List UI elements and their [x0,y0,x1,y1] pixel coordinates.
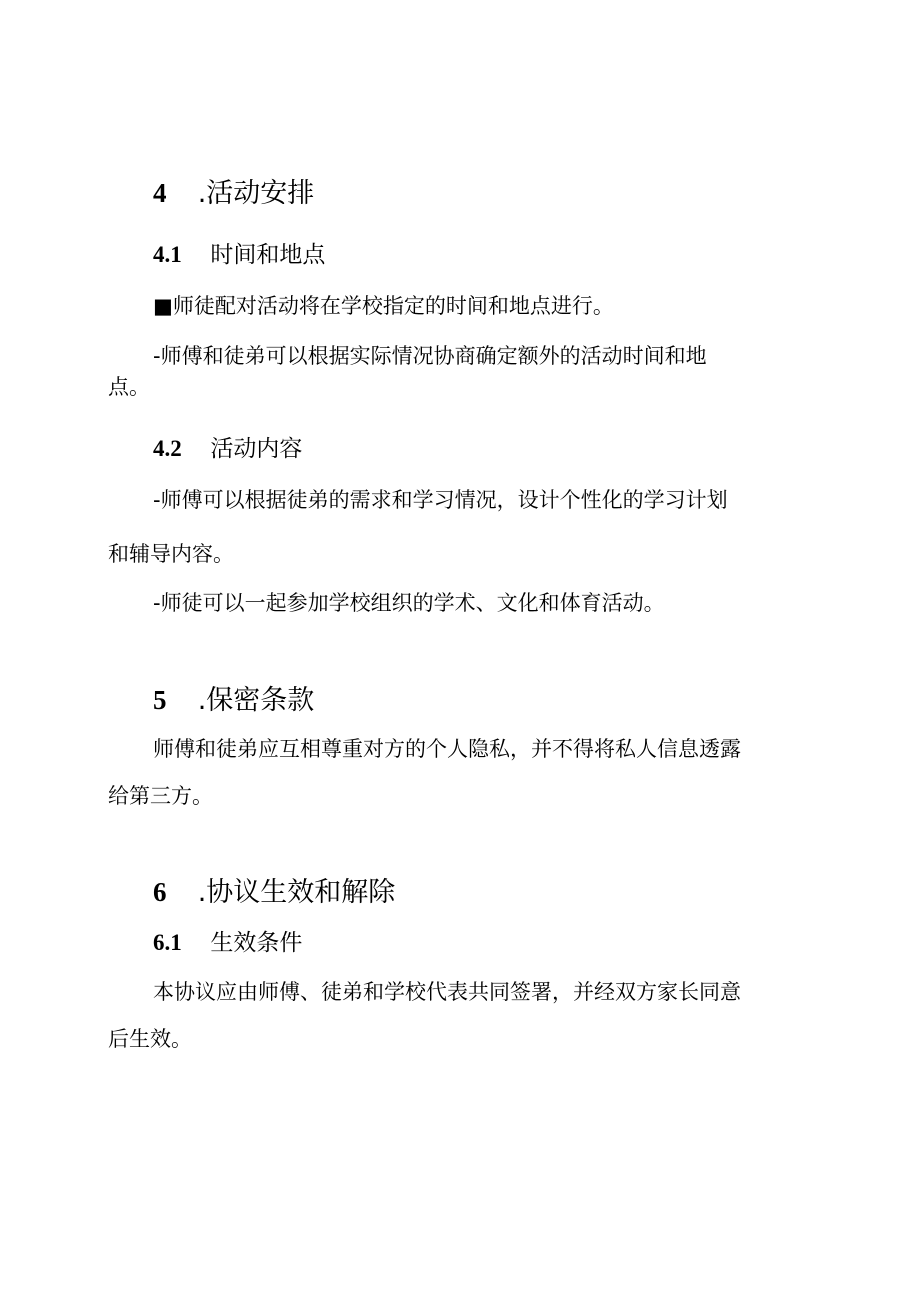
section-4-1-number: 4.1 [153,242,182,267]
section-5-heading [153,687,314,714]
section-6-heading [153,879,395,906]
section-4-2-number: 4.2 [153,436,182,461]
section-4-2-paragraph-1-line-1: -师傅可以根据徒弟的需求和学习情况，设计个性化的学习计划 [153,488,728,512]
section-5-number: 5 [153,685,167,715]
section-5-paragraph-line-1: 师傅和徒弟应互相尊重对方的个人隐私，并不得将私人信息透露 [153,737,741,761]
section-5-title: .保密条款 [197,685,315,716]
section-4-1-paragraph-1: ■师徒配对活动将在学校指定的时间和地点进行。 [153,294,614,318]
section-4-1-title: 时间和地点 [210,242,326,268]
section-4-2-heading [153,437,302,461]
section-6-1-number: 6.1 [153,930,182,955]
section-4-2-paragraph-1-line-2: 和辅导内容。 [108,542,234,566]
section-4-2-paragraph-2: -师徒可以一起参加学校组织的学术、文化和体育活动。 [153,591,665,615]
section-6-1-heading [153,931,302,955]
section-4-2-title: 活动内容 [210,436,303,462]
section-4-title: .活动安排 [197,178,315,209]
section-5-paragraph-line-2: 给第三方。 [108,784,213,808]
section-6-1-title: 生效条件 [210,930,303,956]
section-4-heading [153,180,314,207]
section-4-1-paragraph-2-line-1: -师傅和徒弟可以根据实际情况协商确定额外的活动时间和地 [153,344,707,368]
section-6-1-paragraph-line-1: 本协议应由师傅、徒弟和学校代表共同签署，并经双方家长同意 [153,980,741,1004]
section-6-title: .协议生效和解除 [197,877,396,908]
section-4-1-heading [153,243,325,267]
section-4-1-paragraph-2-line-2: 点。 [108,375,150,399]
section-6-1-paragraph-line-2: 后生效。 [108,1027,192,1051]
section-6-number: 6 [153,877,167,907]
section-4-number: 4 [153,178,167,208]
